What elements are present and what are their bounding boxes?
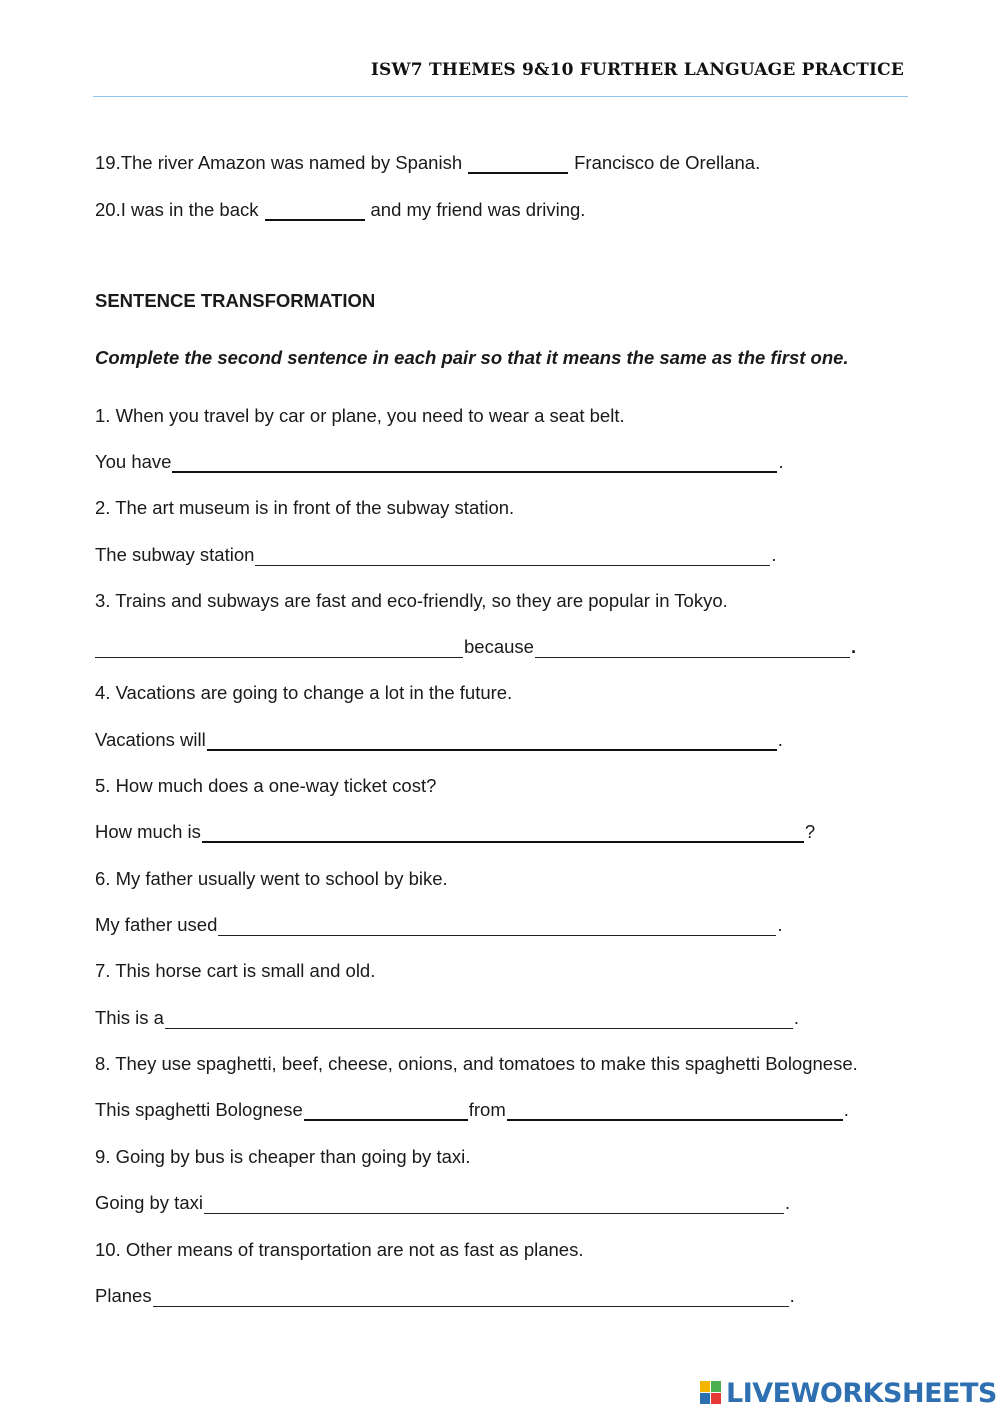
item-7-answer-line	[95, 1005, 799, 1029]
item-4-end: .	[777, 729, 783, 750]
item-6-start: My father used	[95, 914, 218, 935]
item-4-answer-line	[95, 727, 783, 751]
item-3-blank-second[interactable]	[535, 639, 850, 658]
item-10-end: .	[789, 1285, 795, 1306]
item-2-end: .	[771, 544, 777, 565]
liveworksheets-logo-text: LIVEWORKSHEETS	[726, 1377, 997, 1409]
section-instruction: Complete the second sentence in each pair so that it means the same as the first one.	[95, 347, 849, 368]
item-1-start: You have	[95, 451, 172, 472]
question-19-text-before: 19.The river Amazon was named by Spanish	[95, 152, 463, 173]
question-20	[95, 197, 585, 221]
item-1-blank[interactable]	[172, 453, 777, 473]
item-6-prompt: 6. My father usually went to school by bike.	[95, 868, 448, 889]
item-5-end: ?	[804, 821, 816, 842]
header-divider	[93, 96, 908, 97]
question-20-text-before: 20.I was in the back	[95, 199, 259, 220]
item-1-end: .	[778, 451, 784, 472]
item-8-start: This spaghetti Bolognese	[95, 1099, 303, 1120]
item-9-blank[interactable]	[204, 1195, 784, 1214]
item-7-blank[interactable]	[165, 1010, 793, 1029]
item-8-answer-line	[95, 1097, 849, 1121]
item-3-answer-line	[95, 634, 856, 658]
section-heading: SENTENCE TRANSFORMATION	[95, 290, 376, 311]
item-5-blank[interactable]	[202, 823, 804, 843]
item-5-prompt: 5. How much does a one-way ticket cost?	[95, 775, 437, 796]
item-6-end: .	[777, 914, 783, 935]
item-4-prompt: 4. Vacations are going to change a lot in the future.	[95, 682, 513, 703]
item-3-prompt: 3. Trains and subways are fast and eco-friendly, so they are popular in Tokyo.	[95, 590, 728, 611]
item-3-end: .	[850, 636, 857, 657]
item-7-prompt: 7. This horse cart is small and old.	[95, 960, 376, 981]
item-9-answer-line	[95, 1190, 790, 1214]
item-2-blank[interactable]	[255, 547, 770, 566]
item-9-start: Going by taxi	[95, 1192, 203, 1213]
item-6-answer-line	[95, 912, 783, 936]
liveworksheets-logo-icon	[700, 1381, 722, 1405]
item-10-prompt: 10. Other means of transportation are not as fast as planes.	[95, 1239, 584, 1260]
item-1-prompt: 1. When you travel by car or plane, you need to wear a seat belt.	[95, 405, 625, 426]
item-7-start: This is a	[95, 1007, 164, 1028]
item-3-blank-first[interactable]	[95, 639, 463, 658]
item-6-blank[interactable]	[218, 917, 776, 936]
liveworksheets-logo[interactable]	[700, 1378, 997, 1408]
item-9-prompt: 9. Going by bus is cheaper than going by taxi.	[95, 1146, 471, 1167]
item-2-answer-line	[95, 542, 777, 566]
item-2-start: The subway station	[95, 544, 255, 565]
question-19-text-after: Francisco de Orellana.	[574, 152, 761, 173]
question-19-blank[interactable]	[468, 154, 568, 174]
item-8-blank-second[interactable]	[507, 1101, 843, 1121]
item-8-prompt: 8. They use spaghetti, beef, cheese, onions, and tomatoes to make this spaghetti Bolognese.	[95, 1053, 858, 1074]
item-7-end: .	[793, 1007, 800, 1028]
item-5-start: How much is	[95, 821, 201, 842]
item-4-start: Vacations will	[95, 729, 206, 750]
item-8-blank-first[interactable]	[304, 1101, 468, 1121]
question-19	[95, 150, 760, 174]
item-2-prompt: 2. The art museum is in front of the subway station.	[95, 497, 515, 518]
question-20-text-after: and my friend was driving.	[370, 199, 586, 220]
item-10-start: Planes	[95, 1285, 152, 1306]
question-20-blank[interactable]	[265, 201, 365, 221]
item-3-middle: because	[464, 636, 534, 657]
item-9-end: .	[784, 1192, 791, 1213]
item-10-answer-line	[95, 1283, 795, 1307]
item-5-answer-line	[95, 819, 815, 843]
item-4-blank[interactable]	[207, 731, 777, 751]
item-8-end: .	[843, 1099, 849, 1120]
page-header-title: ISW7 THEMES 9&10 FURTHER LANGUAGE PRACTICE	[370, 60, 904, 80]
item-8-middle: from	[468, 1099, 506, 1120]
item-1-answer-line	[95, 449, 784, 473]
item-10-blank[interactable]	[153, 1288, 789, 1307]
